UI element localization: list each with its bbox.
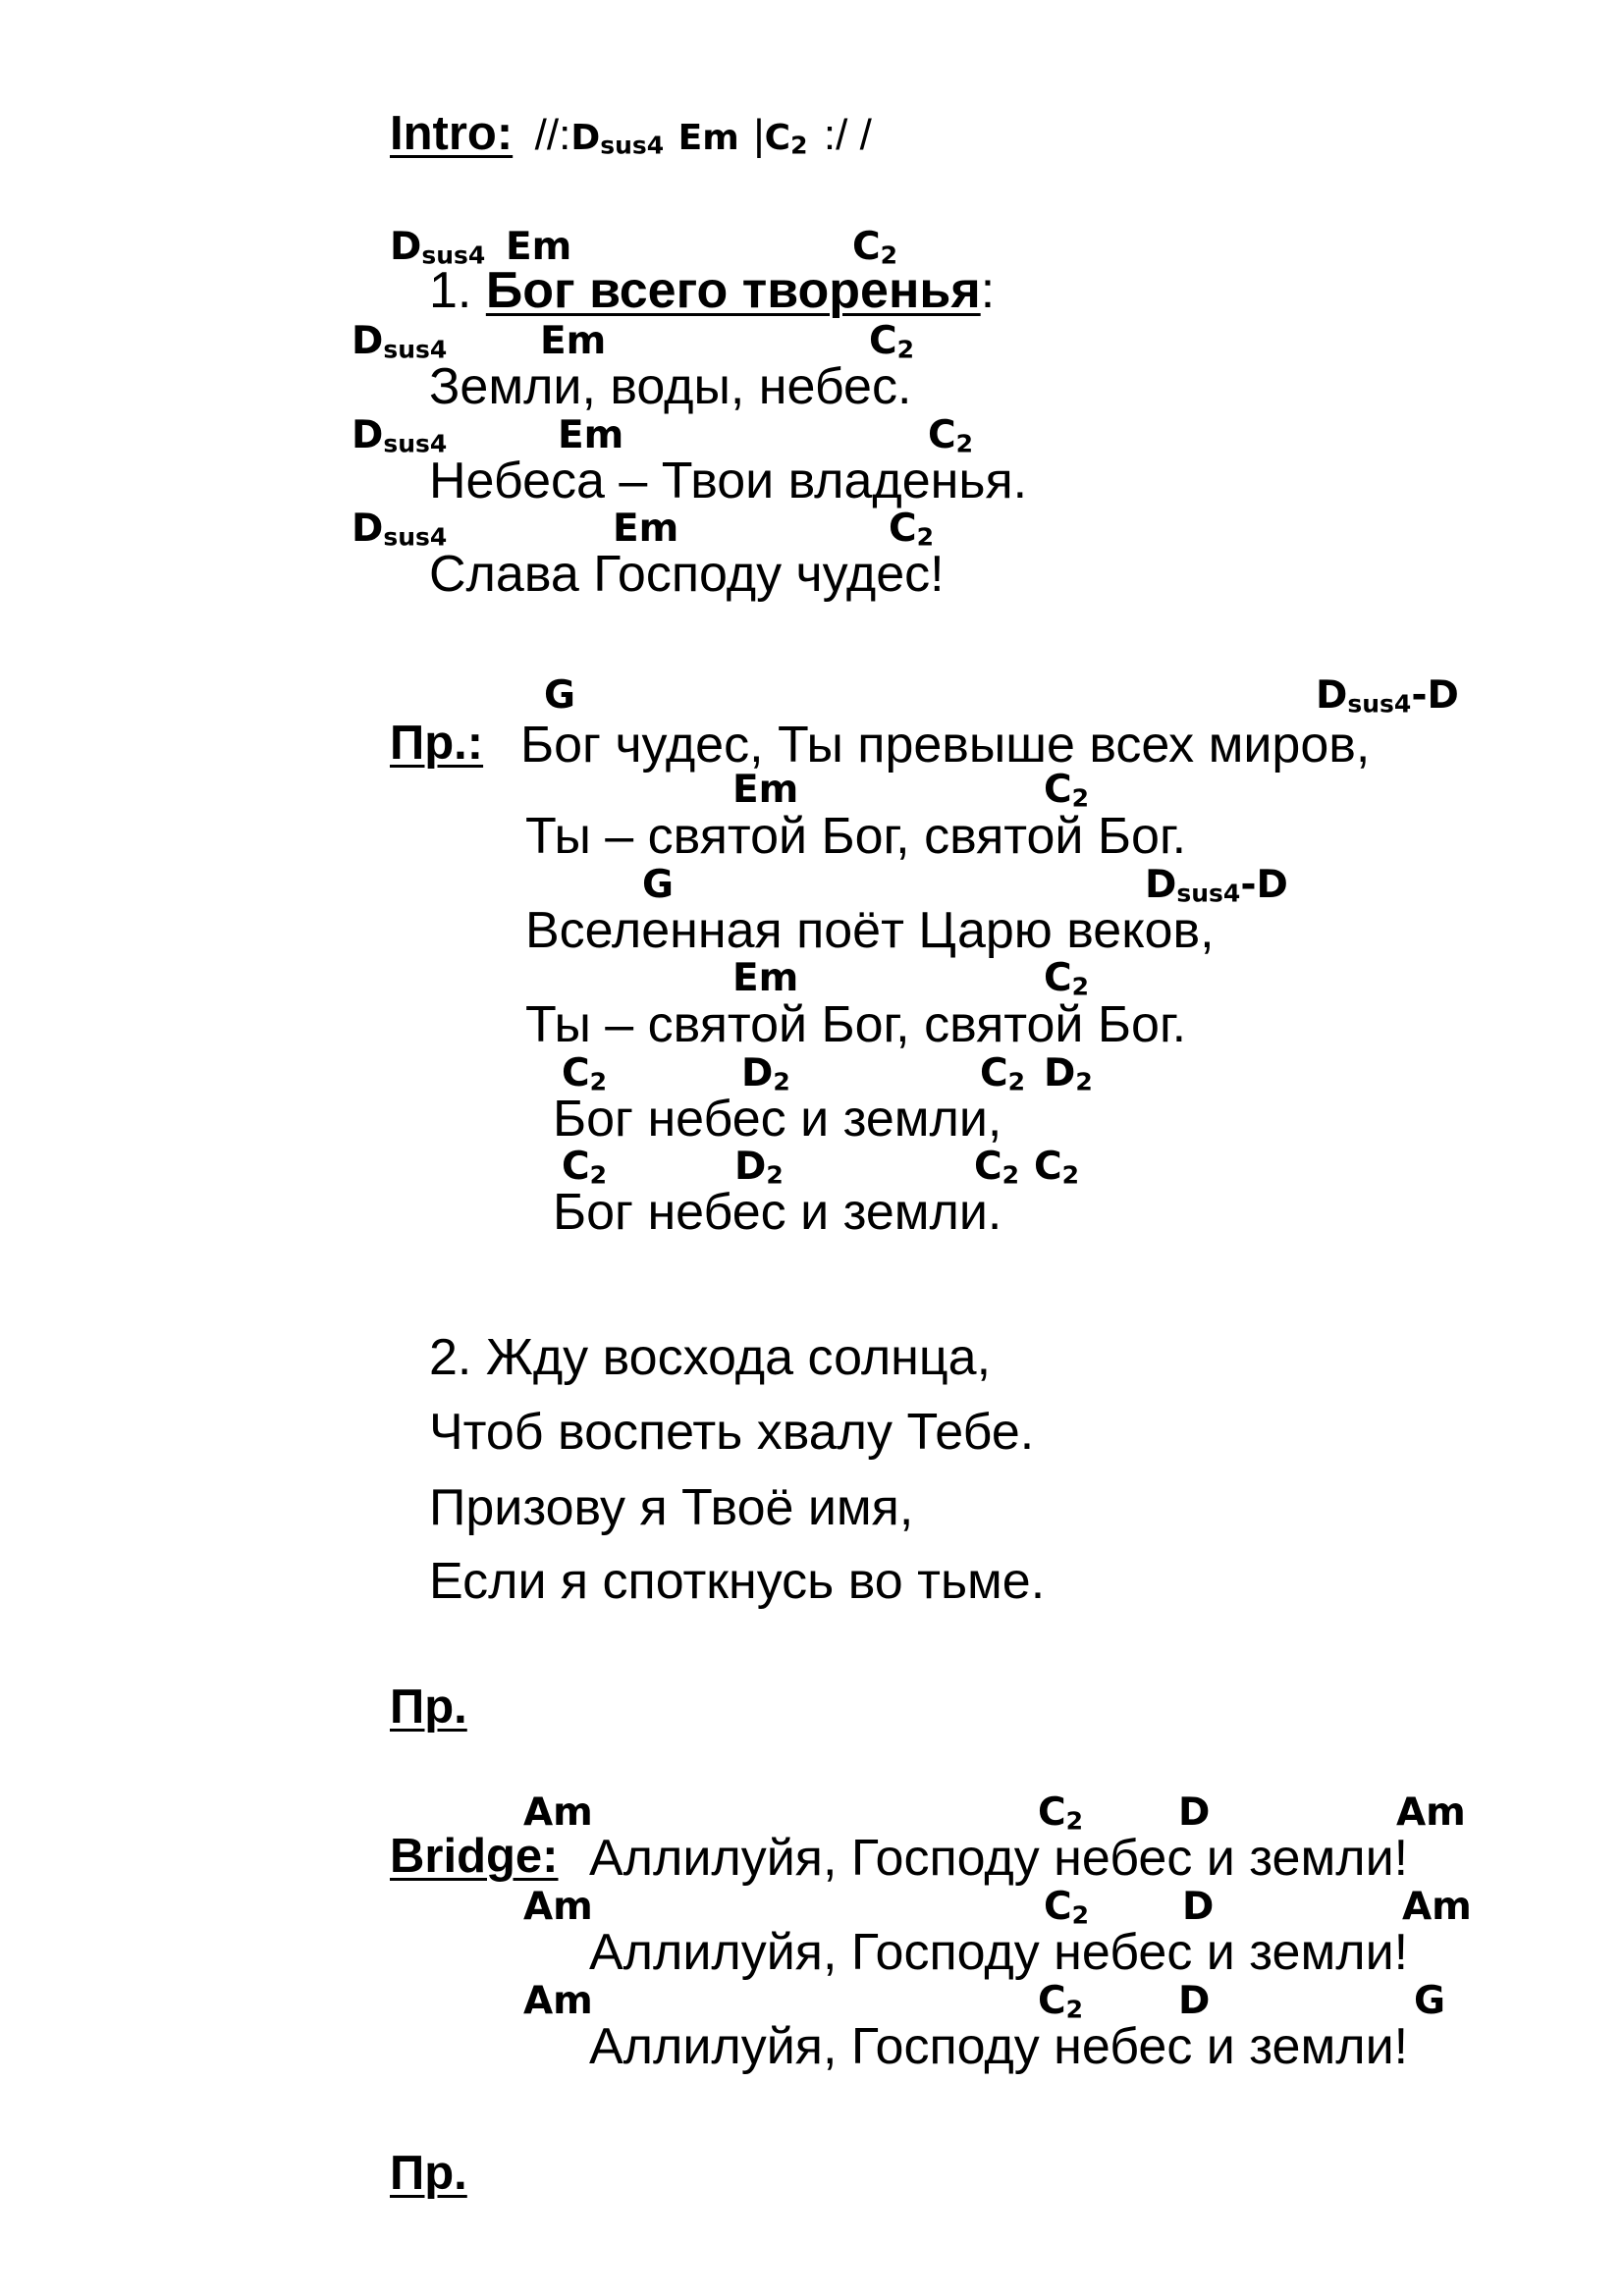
chord-em: Em bbox=[540, 319, 607, 363]
chord-g: G bbox=[642, 863, 675, 907]
chord-c2: $C_2$ bbox=[889, 507, 935, 552]
intro-chord-em: Em bbox=[677, 118, 739, 158]
chord-em: Em bbox=[506, 225, 572, 269]
chord-am: Am bbox=[523, 1885, 593, 1929]
repeat-start: //: bbox=[534, 111, 571, 159]
chord-am: Am bbox=[523, 1790, 593, 1835]
intro-chord-c: C bbox=[764, 118, 791, 158]
chord-am: Am bbox=[1402, 1885, 1472, 1929]
chord-c2: $C_2$ bbox=[980, 1051, 1026, 1096]
verse2-line-4: Если я споткнусь во тьме. bbox=[429, 1553, 1046, 1610]
chorus-line-1: Бог чудес, Ты превыше всех миров, bbox=[520, 717, 1371, 774]
verse2-line-3: Призову я Твоё имя, bbox=[429, 1479, 914, 1536]
chord-c2: $C_2$ bbox=[562, 1145, 608, 1190]
chord-em: Em bbox=[732, 768, 799, 812]
chord-am: Am bbox=[523, 1979, 593, 2023]
bridge-line-1: Аллилуйя, Господу небес и земли! bbox=[589, 1830, 1409, 1887]
chord-d: D bbox=[1182, 1885, 1215, 1929]
chorus-line-3: Вселенная поёт Царю веков, bbox=[525, 902, 1215, 959]
chord-c2: $C_2$ bbox=[1044, 1885, 1090, 1930]
chorus-label: Пр.: bbox=[390, 717, 484, 770]
chord-d2: $D_2$ bbox=[1044, 1051, 1093, 1096]
chord-dsus4: $D_{sus4}$ bbox=[352, 319, 448, 364]
chorus-line-4: Ты – святой Бог, святой Бог. bbox=[525, 996, 1187, 1053]
chorus-ref-end: Пр. bbox=[390, 2147, 467, 2200]
chorus-line-2: Ты – святой Бог, святой Бог. bbox=[525, 808, 1187, 865]
verse1-line-4: Слава Господу чудес! bbox=[429, 546, 945, 603]
chord-c2: $C_2$ bbox=[562, 1051, 608, 1096]
bridge-label: Bridge: bbox=[390, 1830, 559, 1883]
chorus-ref: Пр. bbox=[390, 1681, 467, 1734]
chord-c2: $C_2$ bbox=[1044, 768, 1090, 813]
chord-c2: $C_2$ bbox=[1044, 956, 1090, 1001]
intro-label: Intro: bbox=[390, 107, 514, 160]
chord-c2: $C_2$ bbox=[869, 319, 915, 364]
chord-c2: $C_2$ bbox=[1038, 1790, 1084, 1836]
chord-d: D bbox=[1178, 1979, 1211, 2023]
chord-dsus4-d: $D_{sus4}-D$ bbox=[1316, 673, 1459, 719]
intro-bar: | bbox=[753, 111, 765, 159]
intro-chord-d: D bbox=[570, 118, 601, 158]
chord-em: Em bbox=[558, 413, 624, 457]
chord-dsus4: $D_{sus4}$ bbox=[352, 507, 448, 552]
chord-dsus4: $D_{sus4}$ bbox=[352, 413, 448, 458]
bridge-line-2: Аллилуйя, Господу небес и земли! bbox=[589, 1924, 1409, 1981]
chord-em: Em bbox=[732, 956, 799, 1000]
chord-c2: $C_2$ bbox=[852, 225, 898, 270]
chord-d: D bbox=[1178, 1790, 1211, 1835]
verse1-title: Бог всего творенья bbox=[485, 262, 981, 319]
chord-g: G bbox=[544, 673, 576, 718]
chord-g: G bbox=[1414, 1979, 1446, 2023]
verse2-line-1: 2. Жду восхода солнца, bbox=[429, 1329, 992, 1386]
verse1-line-2: Земли, воды, небес. bbox=[429, 358, 912, 415]
verse1-line-1: 1. Бог всего творенья: bbox=[429, 262, 996, 319]
chord-em: Em bbox=[613, 507, 679, 551]
chord-c2: $C_2$ bbox=[974, 1145, 1020, 1190]
chord-c2: $C_2$ bbox=[1038, 1979, 1084, 2024]
chord-c2: $C_2$ bbox=[1034, 1145, 1080, 1190]
repeat-end: :/ / bbox=[823, 111, 872, 159]
chorus-line-5: Бог небес и земли, bbox=[553, 1091, 1002, 1148]
chord-dsus4: $D_{sus4}$ bbox=[390, 225, 486, 270]
verse2-line-2: Чтоб воспеть хвалу Тебе. bbox=[429, 1404, 1035, 1461]
chord-c2: $C_2$ bbox=[928, 413, 974, 458]
chord-am: Am bbox=[1396, 1790, 1466, 1835]
intro-line: Intro: $//:D_{sus4}$ Em $|C_2$ :/ / bbox=[390, 107, 872, 160]
verse1-line-3: Небеса – Твои владенья. bbox=[429, 453, 1028, 509]
chorus-line-6: Бог небес и земли. bbox=[553, 1184, 1002, 1241]
chord-d2: $D_2$ bbox=[741, 1051, 790, 1096]
bridge-line-3: Аллилуйя, Господу небес и земли! bbox=[589, 2018, 1409, 2075]
chord-d2: $D_2$ bbox=[734, 1145, 784, 1190]
chord-dsus4-d: $D_{sus4}-D$ bbox=[1145, 863, 1288, 908]
